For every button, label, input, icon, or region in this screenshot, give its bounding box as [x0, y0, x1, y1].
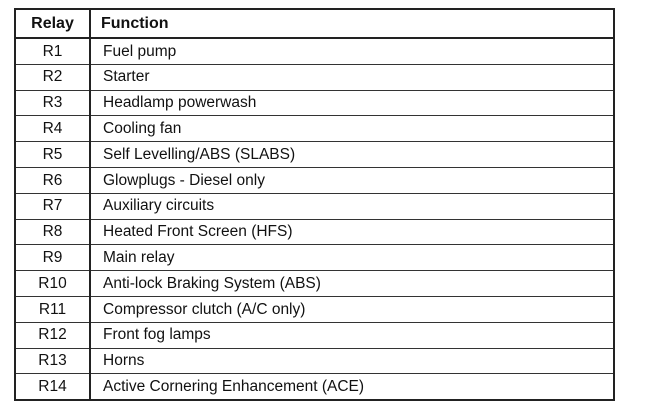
table-row	[15, 64, 614, 90]
relay-id-cell: R14	[15, 374, 90, 400]
relay-id-cell: R10	[15, 271, 90, 297]
table-row	[15, 38, 614, 64]
relay-function-table	[14, 8, 615, 401]
relay-function-cell: Starter	[90, 64, 614, 90]
table-row	[15, 245, 614, 271]
relay-function-cell: Front fog lamps	[90, 322, 614, 348]
relay-function-cell: Heated Front Screen (HFS)	[90, 219, 614, 245]
relay-id-cell: R13	[15, 348, 90, 374]
relay-function-cell: Fuel pump	[90, 38, 614, 64]
table-row	[15, 322, 614, 348]
relay-id-cell: R5	[15, 142, 90, 168]
table-row	[15, 271, 614, 297]
relay-function-cell: Anti-lock Braking System (ABS)	[90, 271, 614, 297]
table-row	[15, 296, 614, 322]
header-row	[15, 9, 614, 38]
relay-function-cell: Active Cornering Enhancement (ACE)	[90, 374, 614, 400]
relay-function-cell: Main relay	[90, 245, 614, 271]
relay-id-cell: R4	[15, 116, 90, 142]
table-row	[15, 142, 614, 168]
table-row	[15, 193, 614, 219]
relay-id-cell: R7	[15, 193, 90, 219]
table-row	[15, 167, 614, 193]
relay-function-cell: Glowplugs - Diesel only	[90, 167, 614, 193]
relay-function-cell: Headlamp powerwash	[90, 90, 614, 116]
table-header	[15, 9, 614, 38]
table-row	[15, 219, 614, 245]
relay-function-cell: Cooling fan	[90, 116, 614, 142]
relay-id-cell: R1	[15, 38, 90, 64]
table-body	[15, 38, 614, 400]
relay-column-header: Relay	[15, 9, 90, 38]
relay-id-cell: R8	[15, 219, 90, 245]
table-row	[15, 90, 614, 116]
table-row	[15, 374, 614, 400]
function-column-header: Function	[90, 9, 614, 38]
table-row	[15, 116, 614, 142]
relay-id-cell: R11	[15, 296, 90, 322]
relay-id-cell: R3	[15, 90, 90, 116]
relay-id-cell: R9	[15, 245, 90, 271]
relay-id-cell: R2	[15, 64, 90, 90]
relay-id-cell: R6	[15, 167, 90, 193]
relay-function-cell: Self Levelling/ABS (SLABS)	[90, 142, 614, 168]
relay-function-cell: Horns	[90, 348, 614, 374]
relay-function-cell: Compressor clutch (A/C only)	[90, 296, 614, 322]
relay-function-cell: Auxiliary circuits	[90, 193, 614, 219]
relay-id-cell: R12	[15, 322, 90, 348]
table-row	[15, 348, 614, 374]
